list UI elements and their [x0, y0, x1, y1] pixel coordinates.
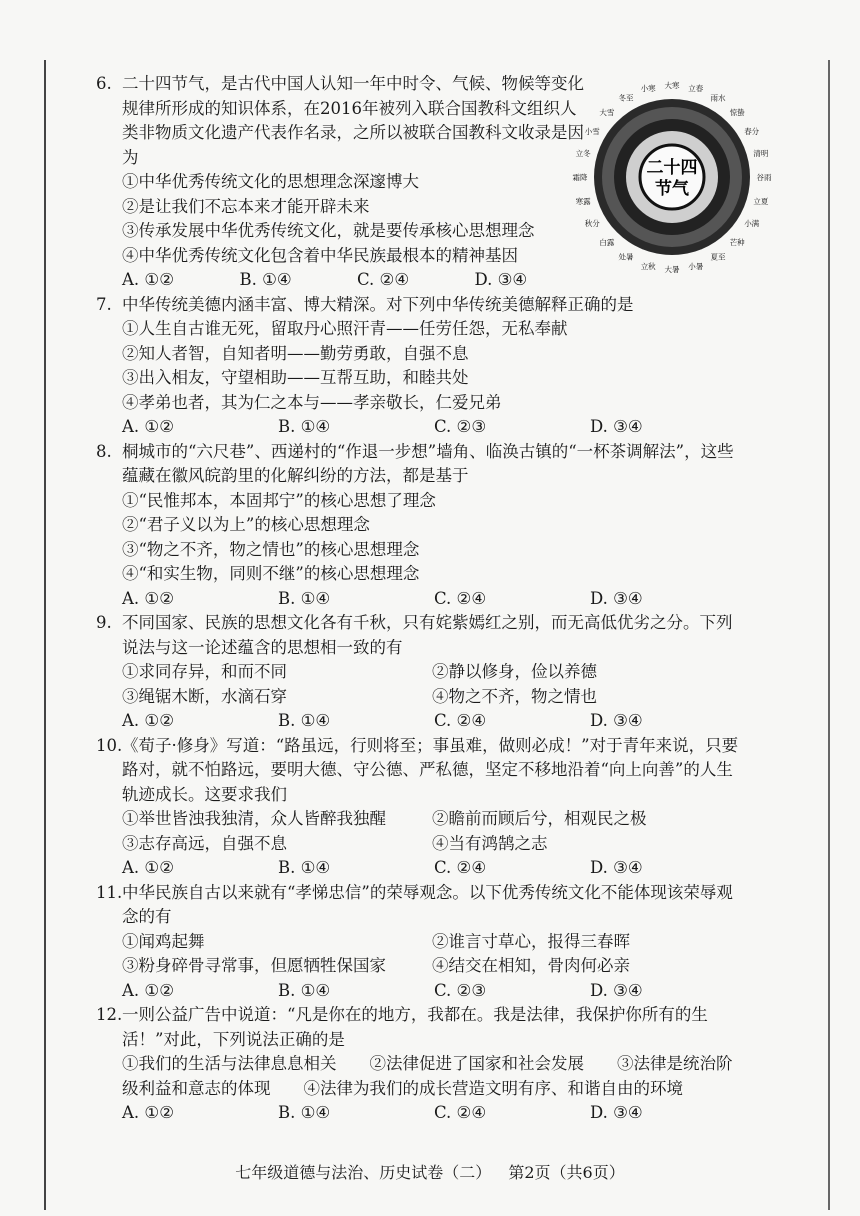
- answer-choices: [96, 268, 592, 293]
- option-row: [96, 685, 746, 710]
- option-cell: ①求同存异，和而不同: [122, 662, 287, 681]
- answer-d: D. ③④: [590, 858, 643, 877]
- question-stem: 《荀子·修身》写道：“路虽远，行则将至；事虽难，做则必成！”对于青年来说，只要路对，就不怕路远，要明大德、守公德、严私德，坚定不移地沿着“向上向善”的人生轨迹成长。这要求我们: [122, 735, 739, 804]
- answer-a: A. ①②: [122, 588, 174, 608]
- option-line: ①中华优秀传统文化的思想理念深邃博大: [122, 172, 419, 191]
- answer-a: A. ①②: [122, 711, 174, 730]
- option-cell: ②静以修身，俭以养德: [432, 662, 597, 681]
- solar-term-label: 芒种: [729, 238, 745, 248]
- solar-term-label: 雨水: [710, 93, 726, 103]
- answer-choices: [96, 587, 746, 612]
- wheel-center-line1: 二十四: [646, 158, 698, 178]
- question-number: 10.: [96, 735, 123, 755]
- option-cell: ②瞻前而顾后兮，相观民之极: [432, 809, 647, 828]
- question-stem: 中华民族自古以来就有“孝悌忠信”的荣辱观念。以下优秀传统文化不能体现该荣辱观念的有: [122, 882, 733, 926]
- option-row: [96, 807, 746, 832]
- page-footer: [0, 1160, 860, 1183]
- option-line: ④中华优秀传统文化包含着中华民族最根本的精神基因: [122, 245, 518, 265]
- solar-term-label: 秋分: [584, 219, 600, 228]
- answer-b: B. ①④: [278, 417, 331, 436]
- answer-a: A. ①②: [122, 858, 174, 877]
- solar-term-label: 冬至: [618, 93, 634, 103]
- question-number: 7.: [96, 294, 112, 314]
- answer-b: B. ①④: [278, 858, 331, 877]
- solar-term-label: 小寒: [640, 84, 656, 94]
- answer-c: C. ②④: [434, 588, 487, 608]
- exam-title: 七年级道德与法治、历史试卷（二）: [235, 1163, 492, 1182]
- answer-c: C. ②④: [357, 270, 410, 289]
- question-stem: 一则公益广告中说道：“凡是你在的地方，我都在。我是法律，我保护你所有的生活！”对此，下列说法正确的是: [122, 1005, 708, 1049]
- option-line: ③“物之不齐，物之情也”的核心思想理念: [122, 539, 420, 559]
- solar-term-label: 小满: [744, 219, 760, 228]
- option-line: ③传承发展中华优秀传统文化，就是要传承核心思想理念: [122, 221, 535, 240]
- option-cell: ④结交在相知，骨肉何必亲: [432, 956, 630, 975]
- answer-a: A. ①②: [122, 980, 174, 1000]
- option-cell: ③绳锯木断，水滴石穿: [122, 686, 287, 706]
- option-line: ②知人者智，自知者明——勤劳勇敢，自强不息: [122, 343, 469, 363]
- question-7: [96, 293, 746, 440]
- answer-d: D. ③④: [590, 711, 643, 730]
- answer-d: D. ③④: [590, 1103, 643, 1122]
- question-stem: 中华传统美德内涵丰富、博大精深。对下列中华传统美德解释正确的是: [122, 294, 634, 314]
- answer-a: A. ①②: [122, 270, 174, 289]
- option-cell: ③志存高远，自强不息: [122, 833, 287, 853]
- answer-d: D. ③④: [590, 980, 643, 1000]
- solar-term-label: 大雪: [599, 107, 615, 117]
- option-row: [96, 954, 746, 979]
- option-cell: ①举世皆浊我独清，众人皆醉我独醒: [122, 809, 386, 828]
- option-row: [96, 660, 746, 685]
- answer-a: A. ①②: [122, 1103, 174, 1122]
- answer-c: C. ②③: [434, 980, 487, 1000]
- answer-a: A. ①②: [122, 417, 174, 436]
- answer-c: C. ②④: [434, 1103, 487, 1122]
- answer-choices: [96, 415, 746, 440]
- option-cell: ②谁言寸草心，报得三春晖: [432, 931, 630, 951]
- solar-term-label: 立秋: [640, 261, 656, 271]
- option-cell: ①闻鸡起舞: [122, 931, 205, 951]
- question-number: 6.: [96, 74, 112, 93]
- page-scan-edge-right: [828, 60, 830, 1210]
- solar-term-label: 白露: [599, 238, 615, 248]
- question-9: [96, 611, 746, 734]
- answer-choices: [96, 856, 746, 881]
- question-stem: 二十四节气，是古代中国人认知一年中时令、气候、物候等变化规律所形成的知识体系，在2016年被列入联合国教科文组织人类非物质文化遗产代表作名录，之所以被联合国教科文收录是因为: [122, 74, 584, 167]
- solar-term-label: 寒露: [575, 196, 591, 206]
- solar-term-label: 小雪: [584, 127, 600, 136]
- question-number: 11.: [96, 882, 123, 902]
- solar-term-label: 处暑: [618, 252, 634, 262]
- answer-choices: [96, 1101, 746, 1126]
- option-line: ①“民惟邦本，本固邦宁”的核心思想了理念: [122, 490, 436, 510]
- question-stem: 桐城市的“六尺巷”、西递村的“作退一步想”墙角、临涣古镇的“一杯茶调解法”，这些蕴藏在徽风皖韵里的化解纠纷的方法，都是基于: [122, 441, 734, 485]
- exam-page-body: [96, 72, 746, 1126]
- answer-b: B. ①④: [278, 588, 331, 608]
- option-line: ②是让我们不忘本来才能开辟未来: [122, 196, 370, 216]
- option-row: [96, 832, 746, 857]
- answer-choices: [96, 709, 746, 734]
- question-8: [96, 440, 746, 612]
- question-number: 9.: [96, 613, 112, 632]
- option-cell: ④当有鸿鹄之志: [432, 833, 548, 853]
- answer-c: C. ②④: [434, 858, 487, 877]
- solar-term-label: 大暑: [664, 265, 680, 274]
- answer-b: B. ①④: [278, 980, 331, 1000]
- answer-d: D. ③④: [474, 270, 528, 289]
- solar-term-label: 立夏: [753, 196, 769, 206]
- option-line: ①人生自古谁无死，留取丹心照汗青——任劳任怨，无私奉献: [122, 319, 568, 338]
- answer-c: C. ②④: [434, 711, 487, 730]
- option-line: ③出入相友，守望相助——互帮互助，和睦共处: [122, 368, 469, 387]
- question-10: [96, 734, 746, 881]
- solar-term-label: 春分: [744, 127, 760, 136]
- option-row: [96, 930, 746, 955]
- page-number: 第2页（共6页）: [508, 1163, 625, 1182]
- answer-b: B. ①④: [278, 711, 331, 730]
- option-line: ①我们的生活与法律息息相关 ②法律促进了国家和社会发展 ③法律是统治阶级利益和意志的体现 ④法律为我们的成长营造文明有序、和谐自由的环境: [122, 1054, 733, 1098]
- option-cell: ③粉身碎骨寻常事，但愿牺牲保国家: [122, 956, 386, 975]
- question-stem: 不同国家、民族的思想文化各有千秋，只有姹紫嫣红之别，而无高低优劣之分。下列说法与这一论述蕴含的思想相一致的有: [122, 613, 733, 657]
- wheel-center-line2: 节气: [655, 179, 689, 199]
- question-number: 12.: [96, 1005, 123, 1024]
- solar-term-label: 小暑: [688, 261, 704, 271]
- question-6: [96, 72, 746, 293]
- option-line: ②“君子义以为上”的核心思想理念: [122, 515, 370, 534]
- answer-choices: [96, 979, 746, 1004]
- answer-c: C. ②③: [434, 417, 487, 436]
- solar-term-label: 大寒: [664, 81, 680, 90]
- answer-b: B. ①④: [278, 1103, 331, 1122]
- answer-b: B. ①④: [239, 270, 292, 289]
- question-11: [96, 881, 746, 1004]
- option-cell: ④物之不齐，物之情也: [432, 686, 597, 706]
- answer-d: D. ③④: [590, 417, 643, 436]
- solar-term-label: 立冬: [575, 149, 591, 159]
- solar-term-label: 清明: [753, 149, 769, 159]
- solar-term-label: 惊蛰: [729, 107, 745, 117]
- page-scan-edge-left: [44, 60, 46, 1210]
- option-line: ④“和实生物，同则不继”的核心思想理念: [122, 564, 420, 583]
- question-12: [96, 1003, 746, 1126]
- solar-term-label: 霜降: [572, 173, 588, 182]
- solar-term-label: 夏至: [710, 252, 726, 262]
- question-number: 8.: [96, 441, 112, 461]
- solar-term-label: 谷雨: [756, 173, 772, 182]
- solar-term-label: 立春: [688, 84, 704, 94]
- option-line: ④孝弟也者，其为仁之本与——孝亲敬长，仁爱兄弟: [122, 392, 502, 412]
- answer-d: D. ③④: [590, 588, 643, 608]
